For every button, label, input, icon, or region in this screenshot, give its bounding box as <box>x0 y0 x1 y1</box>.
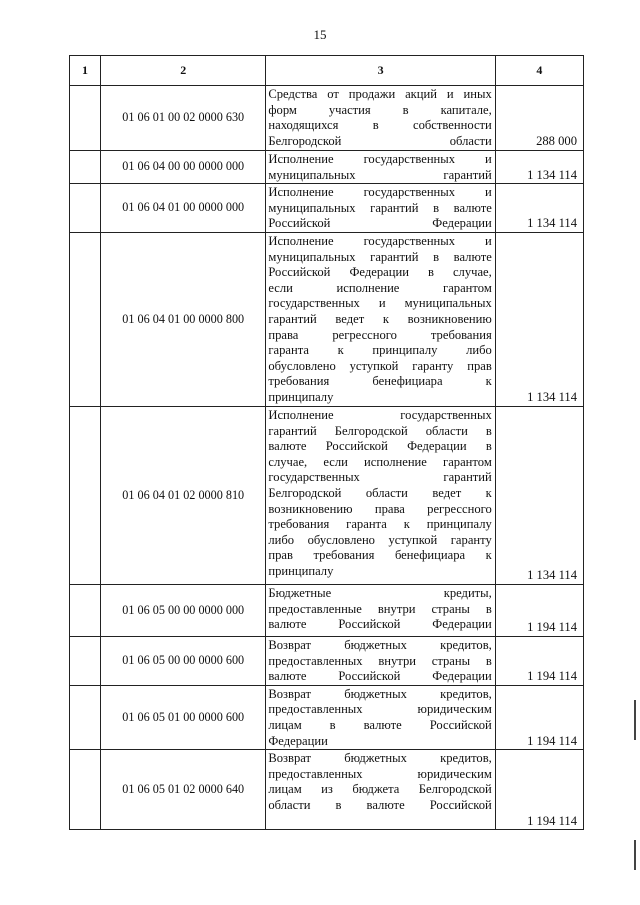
scan-edge-mark <box>634 700 636 740</box>
description-line: лицам из бюджета Белгородской <box>268 782 492 797</box>
description-line: права регрессного требования <box>268 327 492 342</box>
description-cell <box>266 584 495 636</box>
budget-code-cell: 01 06 04 00 00 0000 000 <box>101 151 266 184</box>
row-number-cell <box>70 750 101 830</box>
description-line: государственных гарантий <box>268 470 492 485</box>
description-line: гарантий ведет к возникновению <box>268 311 492 326</box>
description-line: Бюджетные кредиты, <box>268 585 492 600</box>
amount-cell: 1 134 114 <box>495 232 583 406</box>
column-header: 4 <box>495 56 583 86</box>
description-line: Возврат бюджетных кредитов, <box>268 686 492 701</box>
amount-cell: 1 194 114 <box>495 685 583 749</box>
description-line: государственных и муниципальных <box>268 296 492 311</box>
description-cell <box>266 685 495 749</box>
description-line: Возврат бюджетных кредитов, <box>268 637 492 652</box>
page-number: 15 <box>313 27 327 42</box>
description-line: случае, если исполнение гарантом <box>268 454 492 469</box>
description-line: Возврат бюджетных кредитов, <box>268 751 492 766</box>
table-body <box>70 86 584 830</box>
description-cell <box>266 232 495 406</box>
description-line: Федерации <box>268 733 328 748</box>
table-row <box>70 750 584 830</box>
description-line: возникновению права регрессного <box>268 501 492 516</box>
description-line: либо обусловлено уступкой гаранту <box>268 532 492 547</box>
column-header: 2 <box>101 56 266 86</box>
description-cell <box>266 636 495 685</box>
amount-cell: 288 000 <box>495 86 583 151</box>
description-line: муниципальных гарантий в валюте <box>268 200 492 215</box>
description-line: Исполнение государственных и <box>268 152 492 166</box>
budget-code-cell: 01 06 05 01 00 0000 600 <box>101 685 266 749</box>
description-cell <box>266 406 495 584</box>
description-line: Исполнение государственных и <box>268 185 492 200</box>
description-cell <box>266 151 495 184</box>
description-line: гаранта к принципалу либо <box>268 343 492 358</box>
description-cell <box>266 750 495 830</box>
row-number-cell <box>70 636 101 685</box>
description-line: предоставленных внутри страны в <box>268 653 492 668</box>
row-number-cell <box>70 86 101 151</box>
description-line: если исполнение гарантом <box>268 280 492 295</box>
description-line: Средства от продажи акций и иных <box>268 87 492 101</box>
description-line: предоставленных юридическим <box>268 702 492 717</box>
description-line: валюте Российской Федерации <box>268 669 492 684</box>
description-line: гарантий Белгородской области в <box>268 423 492 438</box>
table-row <box>70 636 584 685</box>
amount-cell: 1 194 114 <box>495 750 583 830</box>
description-line: обусловлено уступкой гаранту прав <box>268 358 492 373</box>
description-cell <box>266 184 495 233</box>
amount-cell: 1 194 114 <box>495 584 583 636</box>
description-line: форм участия в капитале, <box>268 102 492 117</box>
description-line: Исполнение государственных и <box>268 233 492 248</box>
table-row <box>70 406 584 584</box>
description-line: Российской Федерации <box>268 216 492 231</box>
table-header-row <box>70 56 584 86</box>
scan-edge-mark <box>634 840 636 870</box>
description-line: лицам в валюте Российской <box>268 717 492 732</box>
budget-code-cell: 01 06 05 00 00 0000 600 <box>101 636 266 685</box>
table-row <box>70 151 584 184</box>
description-line: муниципальных гарантий в валюте <box>268 249 492 264</box>
description-line: требования бенефициара к <box>268 374 492 389</box>
description-line: Белгородской области ведет к <box>268 485 492 500</box>
description-line: прав требования бенефициара к <box>268 548 492 563</box>
table-row <box>70 184 584 233</box>
description-line: Исполнение государственных <box>268 407 492 422</box>
description-line: находящихся в собственности <box>268 118 492 133</box>
description-line: Российской Федерации в случае, <box>268 265 492 280</box>
description-line: муниципальных гарантий <box>268 167 492 182</box>
description-line: принципалу <box>268 563 334 578</box>
description-line: валюте Российской Федерации <box>268 617 492 632</box>
table-row <box>70 685 584 749</box>
row-number-cell <box>70 406 101 584</box>
row-number-cell <box>70 151 101 184</box>
description-line: валюте Российской Федерации в <box>268 439 492 454</box>
description-line: Белгородской области <box>268 133 492 148</box>
budget-sources-table <box>69 55 584 830</box>
row-number-cell <box>70 685 101 749</box>
row-number-cell <box>70 232 101 406</box>
budget-code-cell: 01 06 04 01 02 0000 810 <box>101 406 266 584</box>
budget-code-cell: 01 06 04 01 00 0000 000 <box>101 184 266 233</box>
amount-cell: 1 134 114 <box>495 151 583 184</box>
column-header: 3 <box>266 56 495 86</box>
amount-cell: 1 134 114 <box>495 184 583 233</box>
row-number-cell <box>70 184 101 233</box>
description-cell <box>266 86 495 151</box>
table-row <box>70 86 584 151</box>
description-line: требования гаранта к принципалу <box>268 517 492 532</box>
budget-code-cell: 01 06 01 00 02 0000 630 <box>101 86 266 151</box>
table-row <box>70 584 584 636</box>
description-line: области в валюте Российской <box>268 797 492 812</box>
table-row <box>70 232 584 406</box>
amount-cell: 1 194 114 <box>495 636 583 685</box>
description-line: принципалу <box>268 389 334 404</box>
description-line: предоставленные внутри страны в <box>268 601 492 616</box>
row-number-cell <box>70 584 101 636</box>
budget-code-cell: 01 06 04 01 00 0000 800 <box>101 232 266 406</box>
budget-code-cell: 01 06 05 01 02 0000 640 <box>101 750 266 830</box>
budget-code-cell: 01 06 05 00 00 0000 000 <box>101 584 266 636</box>
amount-cell: 1 134 114 <box>495 406 583 584</box>
column-header: 1 <box>70 56 101 86</box>
description-line: предоставленных юридическим <box>268 766 492 781</box>
